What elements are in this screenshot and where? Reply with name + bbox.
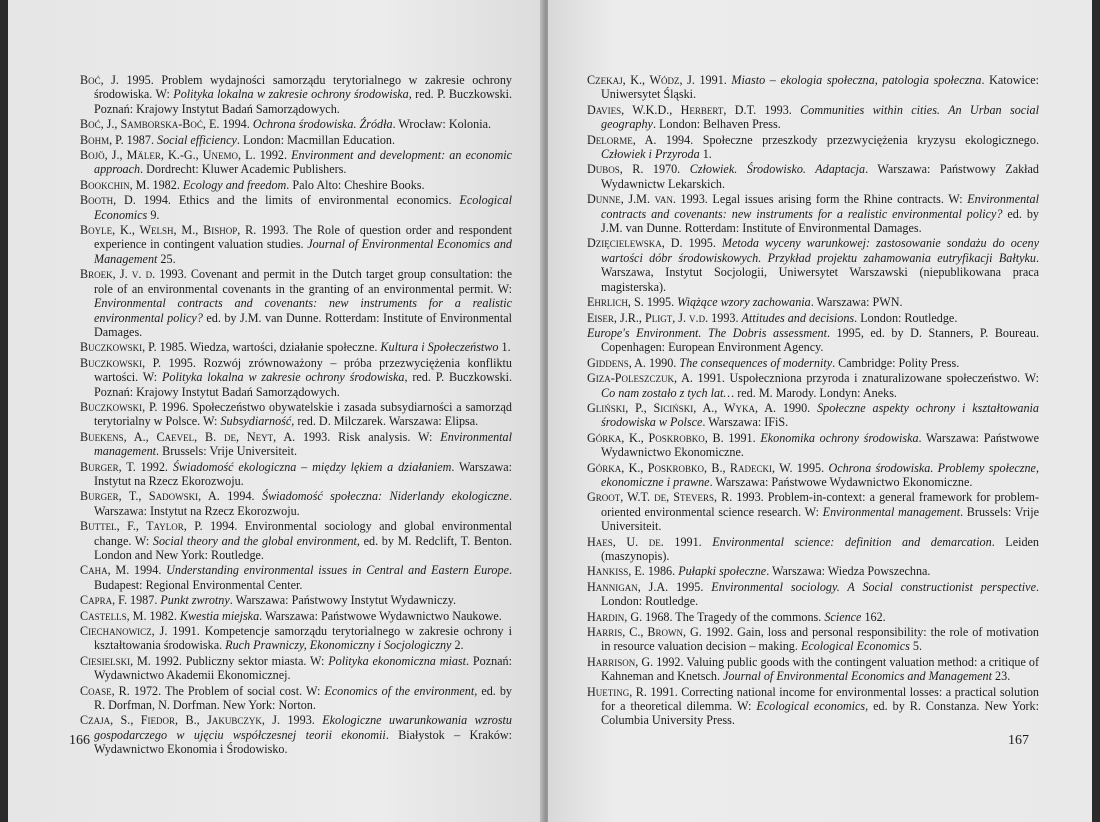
reference-text: 5.	[909, 639, 922, 654]
reference-author: Booth, D.	[80, 193, 136, 208]
reference-text: 1991. Kompetencje samorządu terytorialnego w zakresie ochrony i kształtowania środowiska.	[94, 624, 512, 653]
reference-author: Czaja, S., Fiedor, B., Jakubczyk, J.	[80, 713, 281, 728]
reference-title: Environmental contracts and covenants: new instruments for a realistic environmental policy?	[94, 296, 512, 325]
reference-text: . Warszawa: IFiS.	[702, 415, 789, 430]
reference-author: Górka, K., Poskrobko, B.	[587, 430, 724, 445]
reference-entry	[80, 178, 512, 192]
reference-text: . 1995, ed. by D. Stanners, P. Boureau. Copenhagen: European Environment Agency.	[601, 325, 1039, 355]
reference-title: Attitudes and decisions	[741, 310, 855, 325]
reference-author: Górka, K., Poskrobko, B., Radecki, W.	[587, 460, 793, 475]
reference-title: Environmental contracts and covenants: new instruments for a realistic environmental policy?	[601, 192, 1039, 221]
reference-entry	[587, 461, 1039, 490]
reference-text: , ed. by M. Redclift, T. Benton. London and New York: Routledge.	[94, 533, 512, 562]
reference-text: . Poznań: Wydawnictwo Akademii Ekonomicznej.	[94, 653, 512, 683]
reference-entry	[587, 625, 1039, 654]
reference-author: Harris, C., Brown, G.	[587, 625, 702, 640]
right-page	[548, 0, 1092, 822]
reference-text: . Warszawa: Państwowy Instytut Wydawniczy.	[229, 593, 457, 608]
reference-entry	[80, 563, 512, 592]
reference-author: Hueting, R.	[587, 684, 647, 699]
reference-text: 1993.	[756, 102, 801, 117]
reference-title: Economics of the environment	[324, 683, 475, 698]
reference-text: 1995.	[643, 295, 678, 310]
reference-text: 1994.	[129, 563, 167, 578]
reference-title: Ecological Economics	[94, 193, 512, 222]
reference-entry	[80, 400, 512, 429]
reference-author: Buczkowski, P.	[80, 399, 158, 414]
reference-text: 1972. The Problem of social cost. W:	[129, 683, 325, 698]
reference-title: Science	[824, 609, 862, 624]
reference-title: Ochrona środowiska. Źródła	[252, 117, 393, 132]
reference-text: 1994. Społeczne przeszkody przezwyciężenia kryzysu ekologicznego.	[656, 132, 1039, 147]
reference-text: 1994.	[219, 117, 253, 132]
reference-entry	[587, 371, 1039, 400]
reference-author: Bookchin, M.	[80, 177, 150, 192]
reference-title: Miasto – ekologia społeczna, patologia społeczna	[731, 73, 982, 87]
reference-text: . Palo Alto: Cheshire Books.	[286, 177, 425, 192]
reference-title: Metoda wyceny warunkowej: zastosowanie sondażu do oceny wartości dóbr środowiskowych. Przykład projektu zahamowania eutryfikacji Bałtyku	[601, 236, 1040, 265]
reference-text: . Dordrecht: Kluwer Academic Publishers.	[140, 162, 347, 177]
reference-entry	[80, 624, 512, 653]
reference-author: Czekaj, K., Wódz, J.	[587, 73, 695, 87]
reference-author: Buekens, A., Caevel, B. de, Neyt, A.	[80, 429, 296, 444]
reference-entry	[587, 103, 1039, 132]
reference-text: . Warszawa: Wiedza Powszechna.	[766, 564, 931, 579]
reference-title: Social theory and the global environment	[152, 533, 357, 548]
reference-text: . Budapest: Regional Environmental Center.	[94, 563, 512, 592]
reference-text: 1994. Environmental sociology and global environmental change. W:	[94, 519, 512, 548]
reference-entry	[80, 489, 512, 518]
reference-author: Boć, J.	[80, 73, 119, 87]
reference-entry	[80, 609, 512, 623]
reference-author: Eiser, J.R., Pligt, J. v.d.	[587, 310, 709, 325]
reference-text: 2.	[451, 638, 464, 653]
reference-text: 1994.	[219, 489, 263, 504]
reference-text: 1990.	[776, 400, 818, 415]
reference-author: Burger, T.	[80, 459, 136, 474]
reference-author: Dunne, J.M. van.	[587, 192, 676, 207]
reference-title: Subsydiarność	[220, 414, 292, 429]
reference-entry	[587, 73, 1039, 102]
reference-text: . Wrocław: Kolonia.	[392, 117, 491, 132]
reference-entry	[80, 193, 512, 222]
bibliography-list-right	[587, 73, 1039, 729]
reference-author: Hankiss, E.	[587, 564, 645, 579]
reference-text: 1991.	[723, 430, 761, 445]
reference-entry	[80, 430, 512, 459]
reference-text: 1995.	[668, 579, 712, 594]
reference-text: , ed. by R. Dorfman, N. Dorfman. New York: Norton.	[94, 683, 512, 713]
reference-author: Davies, W.K.D., Herbert, D.T.	[587, 102, 757, 117]
reference-text: 1987.	[123, 132, 158, 147]
reference-author: Hardin, G.	[587, 609, 643, 624]
bibliography-list-left	[80, 73, 512, 758]
reference-text: 1982.	[149, 177, 183, 192]
reference-entry	[587, 356, 1039, 370]
reference-text: 1987.	[127, 593, 161, 608]
reference-title: Świadomość ekologiczna – między lękiem a działaniem	[172, 459, 452, 474]
reference-title: Communities within cities. An Urban social geography	[601, 102, 1039, 132]
reference-entry	[80, 519, 512, 562]
reference-author: Buczkowski, P.	[80, 355, 162, 370]
reference-text: 1996. Społeczeństwo obywatelskie i zasada subsydiarności a samorząd terytorialny w Polsce. W:	[94, 399, 512, 429]
reference-author: Buttel, F., Taylor, P.	[80, 519, 203, 534]
reference-entry	[80, 713, 512, 756]
reference-title: Ruch Prawniczy, Ekonomiczny i Socjologiczny	[225, 638, 452, 653]
page-number-left: 166	[69, 733, 90, 748]
reference-entry	[587, 311, 1039, 325]
reference-text: . Leiden (maszynopis).	[601, 534, 1040, 563]
reference-title: Europe's Environment. The Dobris assessment	[587, 325, 827, 340]
reference-text: 1995. Problem wydajności samorządu terytorialnego w zakresie ochrony środowiska. W:	[94, 73, 512, 102]
reference-author: Caha, M.	[80, 563, 130, 578]
reference-title: Człowiek. Środowisko. Adaptacja	[689, 162, 866, 177]
reference-author: Ciechanowicz, J.	[80, 624, 168, 639]
reference-title: Ekologiczne uwarunkowania wzrostu gospodarczego w ujęciu współczesnej teorii ekonomii	[94, 713, 512, 742]
reference-author: Giddens, A.	[587, 355, 646, 370]
reference-text: 1995. Rozwój zrównoważony – próba przezwyciężenia konfliktu wartości. W:	[94, 355, 512, 385]
reference-title: Świadomość społeczna: Niderlandy ekologiczne	[262, 489, 509, 504]
reference-title: Człowiek i Przyroda	[601, 147, 700, 162]
reference-text: 1992.	[255, 148, 292, 163]
reference-text: . Białystok – Kraków: Wydawnictwo Ekonomia i Środowisko.	[94, 727, 513, 757]
reference-author: Delorme, A.	[587, 132, 657, 147]
reference-title: Polityka ekonomiczna miast	[328, 653, 467, 668]
reference-entry	[587, 610, 1039, 624]
reference-entry	[587, 490, 1039, 533]
reference-entry	[80, 133, 512, 147]
reference-text: , red. D. Milczarek. Warszawa: Elipsa.	[291, 414, 479, 429]
reference-entry	[587, 295, 1039, 309]
reference-text: . Warszawa: Instytut na Rzecz Ekorozwoju.	[94, 459, 512, 488]
reference-title: Environmental science: definition and demarcation	[712, 534, 992, 549]
reference-entry	[80, 223, 512, 266]
reference-entry	[80, 73, 512, 116]
reference-text: . Cambridge: Polity Press.	[832, 355, 960, 370]
reference-text: 1991.	[663, 534, 713, 549]
left-page	[8, 0, 544, 822]
reference-entry	[587, 133, 1039, 162]
reference-text: 1992. Publiczny sektor miasta. W:	[150, 653, 329, 668]
reference-author: Capra, F.	[80, 593, 127, 608]
reference-entry	[587, 685, 1039, 728]
reference-title: Ochrona środowiska. Problemy społeczne, ekonomiczne i prawne	[601, 460, 1039, 489]
reference-title: Ekonomika ochrony środowiska	[760, 430, 919, 445]
reference-author: Giza-Poleszczuk, A.	[587, 371, 693, 386]
reference-author: Gliński, P., Siciński, A., Wyka, A.	[587, 400, 776, 415]
reference-author: Hannigan, J.A.	[587, 579, 669, 594]
reference-text: ed. by J.M. van Dunne. Rotterdam: Institute of Environmental Damages.	[601, 206, 1039, 236]
reference-entry	[80, 654, 512, 683]
reference-text: 1993. Problem-in-context: a general framework for problem-oriented environmental science research. W:	[601, 490, 1039, 519]
reference-title: Journal of Environmental Economics and Management	[94, 237, 512, 266]
reference-text: . Katowice: Uniwersytet Śląski.	[601, 73, 1039, 102]
reference-text: . Brussels: Vrije Universiteit.	[601, 504, 1040, 534]
reference-text: 1995.	[682, 236, 722, 251]
reference-text: , ed. by R. Constanza. New York: Columbia University Press.	[601, 699, 1039, 728]
reference-title: Environmental sociology. A Social constructionist perspective	[711, 579, 1036, 594]
reference-title: Social efficiency	[157, 132, 237, 147]
reference-text: 1991. Uspołeczniona przyroda i znaturalizowane społeczeństwo. W:	[692, 371, 1040, 386]
reference-title: Environmental management	[94, 429, 512, 459]
reference-entry	[80, 684, 512, 713]
reference-entry	[80, 267, 512, 339]
reference-text: . Warszawa: Państwowe Wydawnictwo Ekonomiczne.	[601, 430, 1039, 460]
reference-entry	[587, 401, 1039, 430]
page-number-right: 167	[1008, 733, 1029, 748]
reference-text: 1985. Wiedza, wartości, działanie społeczne.	[156, 340, 381, 355]
reference-title: Environment and development: an economic approach	[94, 148, 512, 177]
reference-text: . Warszawa: Państwowe Wydawnictwo Ekonomiczne.	[709, 474, 973, 489]
reference-text: 1986.	[644, 564, 679, 579]
reference-entry	[80, 148, 512, 177]
reference-text: . London: Routledge.	[854, 310, 958, 325]
reference-text: 1968. The Tragedy of the commons.	[642, 609, 825, 624]
reference-entry	[80, 117, 512, 131]
reference-entry	[80, 340, 512, 354]
reference-title: Pułapki społeczne	[678, 564, 767, 579]
reference-title: The consequences of modernity	[679, 355, 833, 370]
reference-text: 1993. The Role of question order and respondent experience in contingent valuation studies.	[94, 223, 512, 252]
reference-title: Wiążące wzory zachowania	[677, 295, 811, 310]
reference-author: Ciesielski, M.	[80, 653, 151, 668]
reference-text: 1.	[699, 147, 712, 162]
reference-author: Castells, M.	[80, 608, 147, 623]
reference-text: 1993. Risk analysis. W:	[295, 429, 441, 444]
reference-text: 1982.	[146, 608, 180, 623]
reference-title: Ecology and freedom	[182, 177, 287, 192]
reference-entry	[587, 580, 1039, 609]
reference-title: Polityka lokalna w zakresie ochrony środowiska	[161, 370, 405, 385]
reference-entry	[587, 162, 1039, 191]
reference-text: . Warszawa: Państwowy Zakład Wydawnictw Lekarskich.	[601, 162, 1040, 191]
reference-entry	[80, 356, 512, 399]
reference-text: . Warszawa, Instytut Socjologii, Uniwersytet Warszawski (niepublikowana praca magisterska).	[601, 250, 1039, 294]
reference-author: Boć, J., Samborska-Boć, E.	[80, 117, 220, 132]
reference-text: 1992.	[135, 459, 173, 474]
reference-entry	[587, 535, 1039, 564]
reference-text: 1992. Valuing public goods with the contingent valuation method: a critique of Kahneman and Knetsch.	[601, 654, 1040, 684]
reference-text: red. M. Marody. Londyn: Aneks.	[734, 385, 897, 400]
reference-entry	[587, 326, 1039, 355]
reference-text: 1993.	[280, 713, 323, 728]
reference-entry	[587, 192, 1039, 235]
reference-title: Ecological economics	[756, 699, 866, 714]
reference-title: Kwestia miejska	[179, 608, 260, 623]
reference-entry	[587, 236, 1039, 294]
reference-text: 1995.	[792, 460, 829, 475]
reference-author: Bohm, P.	[80, 132, 124, 147]
reference-text: , red. P. Buczkowski. Poznań: Krajowy Instytut Badań Samorządowych.	[94, 87, 512, 116]
reference-text: 1991. Correcting national income for environmental losses: a practical solution for a theoretical dilemma. W:	[601, 684, 1039, 714]
reference-author: Harrison, G.	[587, 654, 654, 669]
reference-text: 1993. Legal issues arising form the Rhine contracts. W:	[675, 192, 968, 207]
reference-entry	[587, 564, 1039, 578]
reference-title: Punkt zwrotny	[160, 593, 230, 608]
reference-title: Kultura i Społeczeństwo	[380, 340, 499, 355]
reference-author: Bojö, J., Mäler, K.-G., Unemo, L.	[80, 148, 256, 163]
reference-author: Dubos, R.	[587, 162, 644, 177]
reference-text: 1992. Gain, loss and personal responsibility: the role of motivation in resource valuation decision – making.	[601, 625, 1039, 654]
reference-text: 1991.	[694, 73, 732, 87]
reference-author: Groot, W.T. de, Stevers, R.	[587, 490, 733, 505]
reference-text: 1994. Ethics and the limits of environmental economics.	[135, 193, 460, 208]
reference-text: . London: Belhaven Press.	[652, 117, 781, 132]
reference-entry	[80, 460, 512, 489]
reference-text: 162.	[861, 609, 886, 624]
reference-text: 25.	[157, 251, 176, 266]
reference-author: Boyle, K., Welsh, M., Bishop, R.	[80, 223, 257, 238]
reference-text: 1993.	[708, 310, 742, 325]
reference-text: . Warszawa: Instytut na Rzecz Ekorozwoju.	[94, 489, 512, 518]
reference-title: Ecological Economics	[800, 639, 910, 654]
reference-author: Broek, J. v. d.	[80, 267, 156, 282]
reference-entry	[587, 655, 1039, 684]
reference-text: ed. by J.M. van Dunne. Rotterdam: Institute of Environmental Damages.	[94, 310, 512, 339]
reference-author: Burger, T., Sadowski, A.	[80, 489, 220, 504]
reference-title: Społeczne aspekty ochrony i kształtowania środowiska w Polsce	[601, 400, 1040, 430]
reference-entry	[80, 593, 512, 607]
reference-title: Polityka lokalna w zakresie ochrony środowiska	[173, 87, 409, 102]
reference-author: Ehrlich, S.	[587, 295, 644, 310]
reference-text: 1.	[498, 340, 511, 355]
reference-entry	[587, 431, 1039, 460]
reference-author: Coase, R.	[80, 683, 130, 698]
reference-author: Dzięcielewska, D.	[587, 236, 683, 251]
reference-text: . Warszawa: PWN.	[810, 295, 903, 310]
reference-text: 9.	[147, 207, 160, 222]
reference-text: 1990.	[645, 355, 680, 370]
reference-text: . Brussels: Vrije Universiteit.	[156, 444, 298, 459]
reference-text: 1993. Covenant and permit in the Dutch target group consultation: the role of an environmental covenants in the granting of an environmental permit. W:	[94, 267, 512, 296]
reference-text: 1970.	[643, 162, 690, 177]
reference-text: . Warszawa: Państwowe Wydawnictwo Naukowe.	[259, 608, 502, 623]
reference-text: 23.	[992, 669, 1011, 684]
reference-title: Understanding environmental issues in Central and Eastern Europe	[166, 563, 509, 578]
reference-text: , red. P. Buczkowski. Poznań: Krajowy Instytut Badań Samorządowych.	[94, 370, 512, 399]
reference-title: Environmental management	[822, 504, 961, 519]
reference-author: Buczkowski, P.	[80, 340, 157, 355]
reference-title: Co nam zostało z tych lat…	[601, 385, 735, 400]
reference-title: Journal of Environmental Economics and Management	[723, 669, 993, 684]
reference-author: Haes, U. de.	[587, 534, 664, 549]
reference-text: . London: Routledge.	[601, 579, 1040, 609]
reference-text: . London: Macmillan Education.	[236, 132, 396, 147]
